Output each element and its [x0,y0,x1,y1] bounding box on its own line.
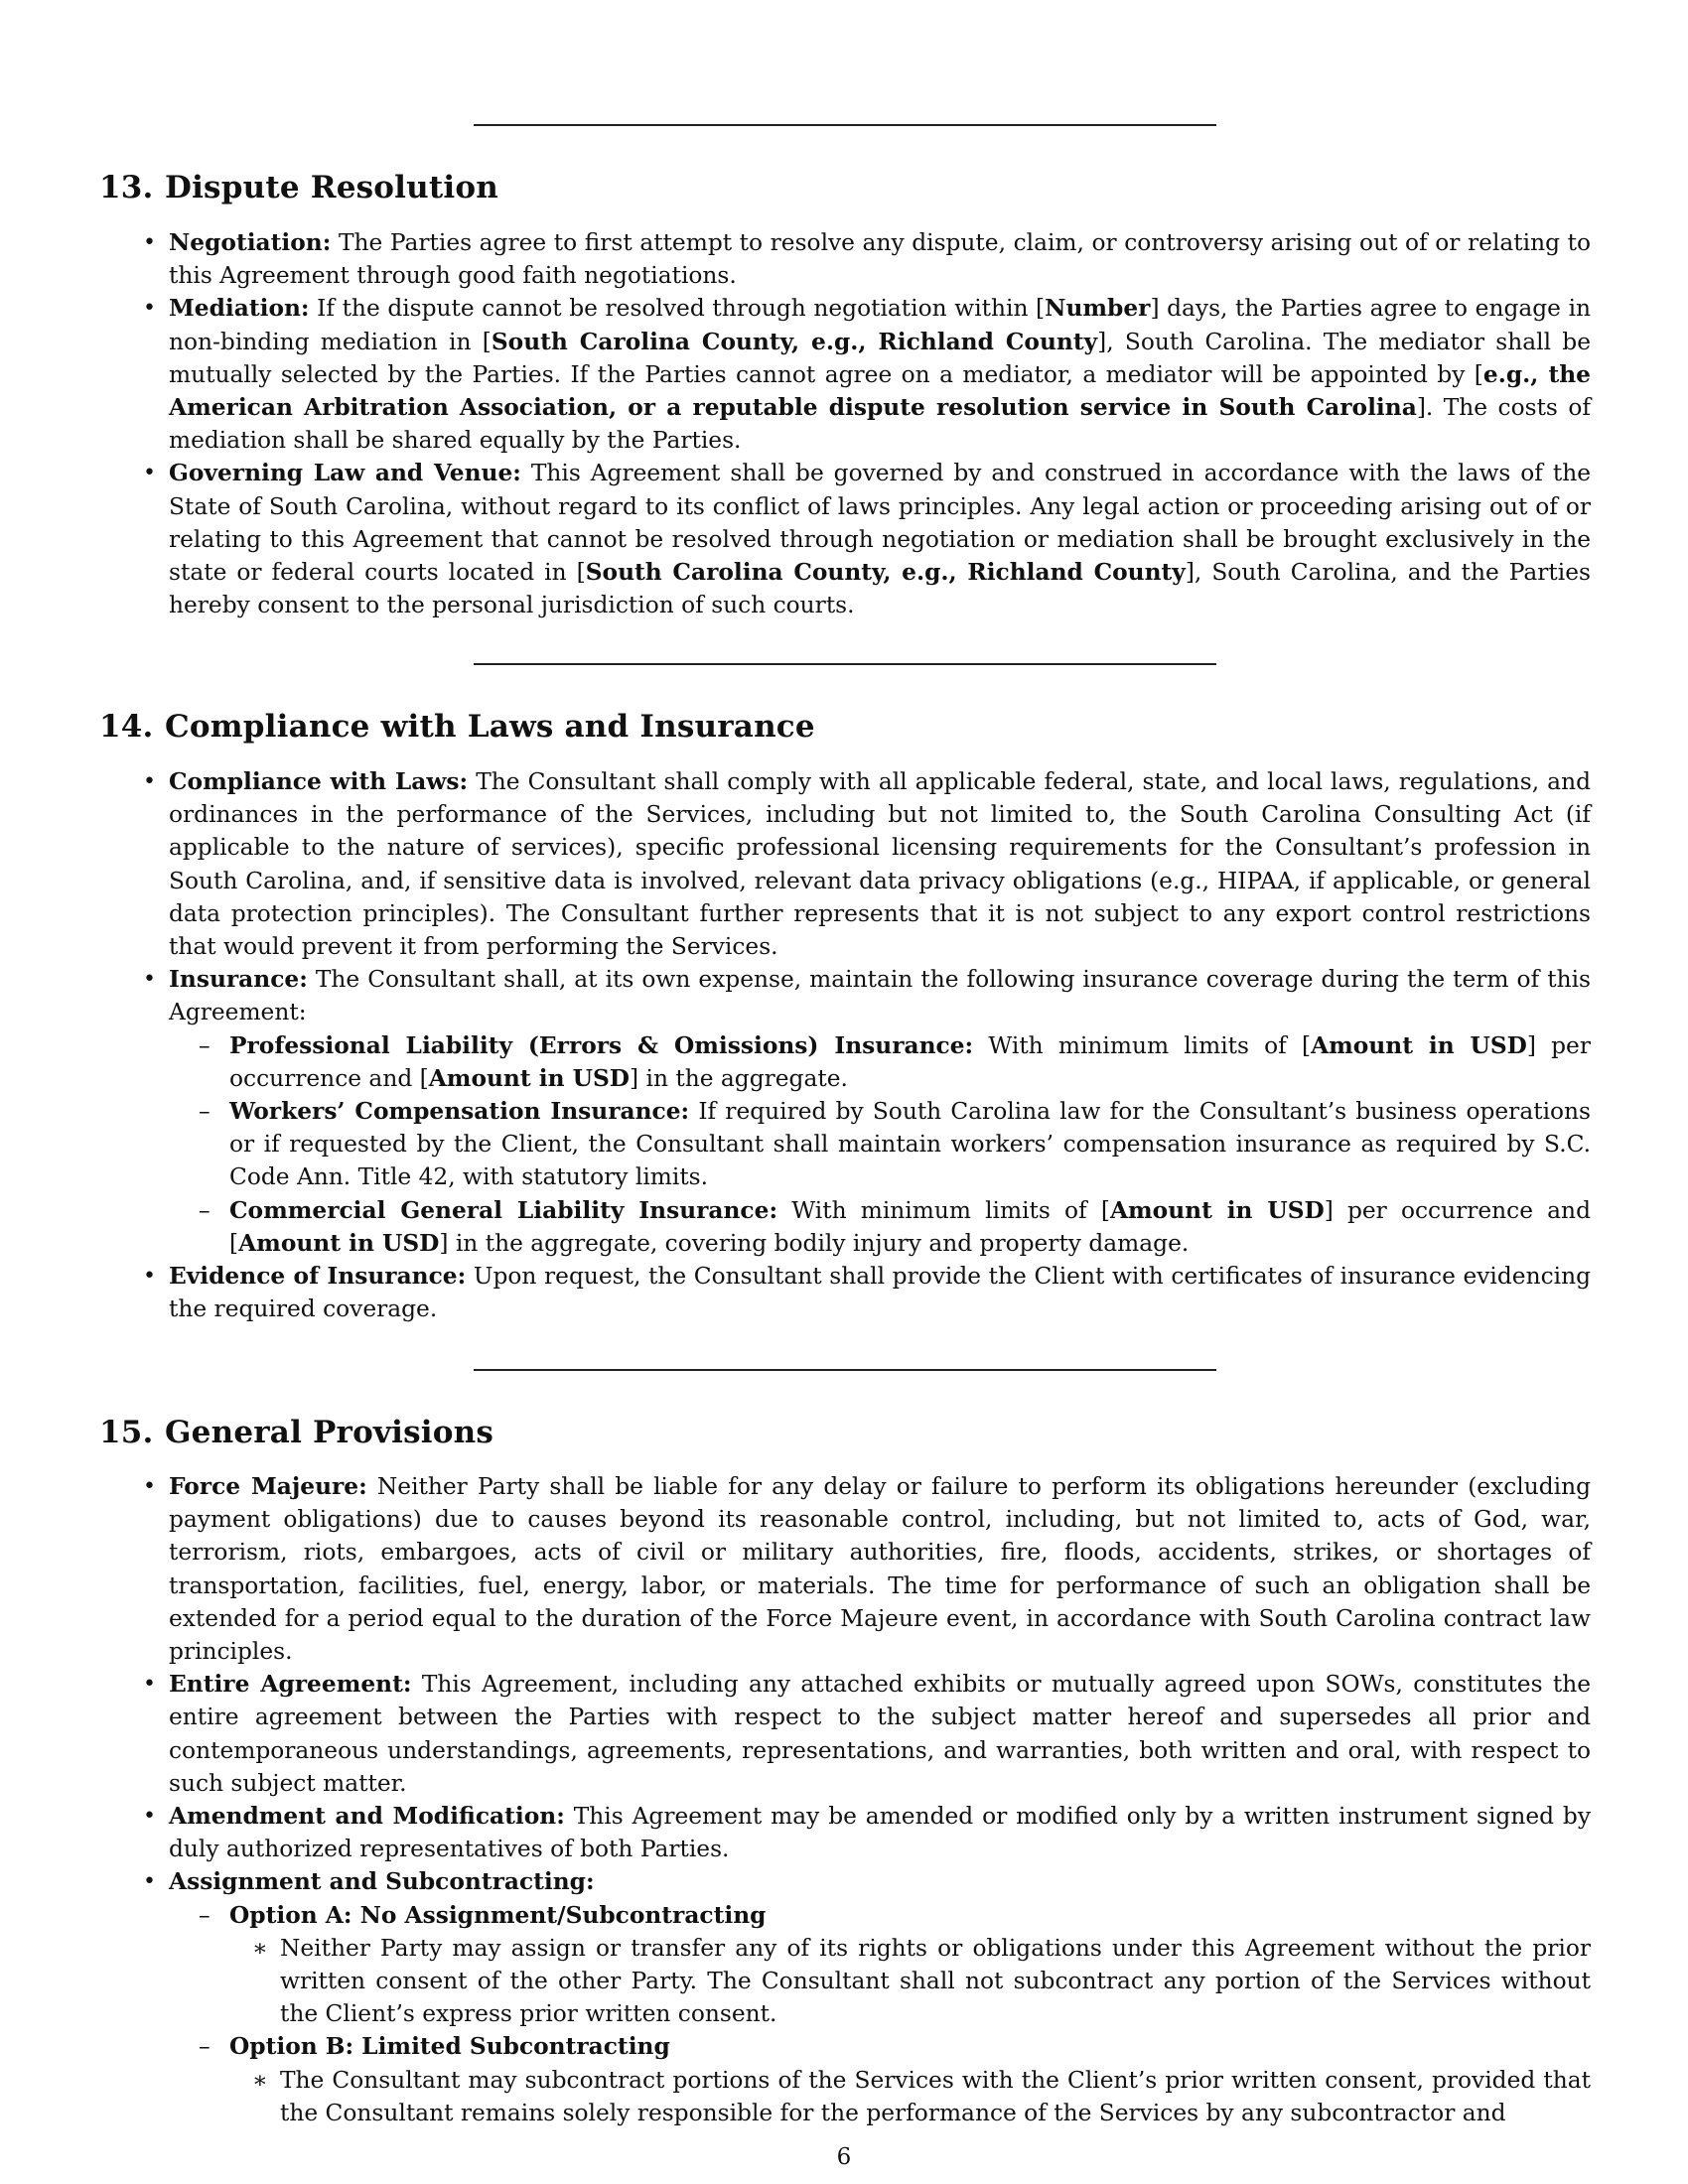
item-label: Governing Law and Venue: [169,460,521,487]
sublist-item-professional-liability [229,1029,1591,1095]
section-number: 15. [99,1415,154,1450]
item-text: This Agreement shall be governed by and construed in accordance with the laws of the State of South Carolina, without regard to its conflict of laws principles. Any legal action or proceeding arising out of or relating to this Agreement that cannot be resolved through negotiation or mediation shall be brought exclusively in the state or federal courts located in [ [169,460,1592,587]
placeholder-number: Number [1045,295,1151,323]
item-text: ] per occurrence and [ [229,1196,1591,1257]
item-text: ] in the aggregate, covering bodily injury and property damage. [439,1229,1190,1257]
option-a-detail [229,1932,1591,2031]
item-text: ] per occurrence and [ [229,1031,1591,1092]
sublist-item-general-liability [229,1194,1591,1260]
item-text: Upon request, the Consultant shall provide the Client with certificates of insurance evidencing the required coverage. [169,1263,1591,1323]
item-text: The Consultant shall comply with all applicable federal, state, and local laws, regulations, and ordinances in the performance of the Services, including but not limited to, the South Carolina Consulting Act (if applicable to the nature of services), specific professional licensing requirements for the Consultant’s profession in South Carolina, and, if sensitive data is involved, relevant data privacy obligations (e.g., HIPAA, if applicable, or general data protection principles). The Consultant further represents that it is not subject to any export control restrictions that would prevent it from performing the Services. [169,768,1591,961]
item-text: The Parties agree to first attempt to resolve any dispute, claim, or controversy arising out of or relating to this Agreement through good faith negotiations. [169,229,1591,290]
list-item-negotiation [169,226,1591,292]
placeholder-amount: Amount in USD [238,1229,440,1257]
list-item-compliance [169,765,1591,963]
item-text: ]. The costs of mediation shall be shared equally by the Parties. [169,394,1591,455]
item-label: Amendment and Modification: [169,1803,565,1831]
list-item-evidence-of-insurance [169,1260,1591,1325]
list-item-governing-law [169,457,1591,621]
placeholder-amount: Amount in USD [1311,1031,1527,1059]
section-heading-14 [99,709,815,745]
item-label: Assignment and Subcontracting: [169,1868,595,1896]
option-b-detail [229,2064,1591,2129]
placeholder-county: South Carolina County, e.g., Richland County [491,328,1098,355]
section-divider [474,663,1216,665]
item-text: The Consultant shall, at its own expense, maintain the following insurance coverage during the term of this Agreement: [169,966,1591,1026]
item-text: If the dispute cannot be resolved through negotiation within [ [317,295,1046,323]
item-label: Evidence of Insurance: [169,1263,467,1291]
option-label: Option A: No Assignment/Subcontracting [229,1901,767,1929]
item-label: Entire Agreement: [169,1671,412,1699]
placeholder-amount: Amount in USD [428,1064,630,1092]
section-number: 13. [99,170,154,205]
item-label: Mediation: [169,295,310,323]
list-item-force-majeure [169,1470,1591,1668]
item-label: Insurance: [169,966,308,994]
option-a [229,1899,1591,2031]
item-label: Professional Liability (Errors & Omissions) Insurance: [229,1031,974,1059]
option-text: ∗ Neither Party may assign or transfer any of its rights or obligations under this Agreement without the prior written consent of the other Party. The Consultant shall not subcontract any portion of the Services without the Client’s express prior written consent. [280,1932,1591,2031]
item-text: With minimum limits of [ [988,1031,1312,1059]
item-text: ], South Carolina, and the Parties hereby consent to the personal jurisdiction of such courts. [169,559,1591,619]
assignment-options [169,1899,1591,2129]
item-label: Workers’ Compensation Insurance: [229,1098,690,1126]
item-text: This Agreement may be amended or modified only by a written instrument signed by duly authorized representatives of both Parties. [169,1803,1592,1863]
item-text: ] days, the Parties agree to engage in non-binding mediation in [ [169,295,1592,355]
placeholder-county: South Carolina County, e.g., Richland County [585,559,1186,587]
section-15-list [0,1470,1688,2129]
section-heading-15 [99,1415,493,1450]
item-label: Compliance with Laws: [169,768,469,795]
section-13-list [0,226,1688,621]
item-text: If required by South Carolina law for the Consultant’s business operations or if requested by the Client, the Consultant shall maintain workers’ compensation insurance as required by S.C. Code Ann. Title 42, with statutory limits. [229,1098,1592,1191]
option-b [229,2030,1591,2129]
item-text: With minimum limits of [ [791,1196,1110,1224]
section-heading-13 [99,170,498,205]
section-divider [474,124,1216,126]
list-item-assignment [169,1865,1591,2129]
item-text: ], South Carolina. The mediator shall be mutually selected by the Parties. If the Parties cannot agree on a mediator, a mediator will be appointed by [ [169,328,1591,388]
option-label: Option B: Limited Subcontracting [229,2033,670,2061]
item-text: Neither Party shall be liable for any delay or failure to perform its obligations hereunder (excluding payment obligations) due to causes beyond its reasonable control, including, but not limited to, acts of God, war, terrorism, riots, embargoes, acts of civil or military authorities, fire, floods, accidents, strikes, or shortages of transportation, facilities, fuel, energy, labor, or materials. The time for performance of such an obligation shall be extended for a period equal to the duration of the Force Majeure event, in accordance with South Carolina contract law principles. [169,1473,1592,1666]
section-title: Compliance with Laws and Insurance [165,709,815,745]
section-divider [474,1369,1216,1371]
item-label: Force Majeure: [169,1473,367,1500]
section-title: Dispute Resolution [165,170,499,205]
item-label: Negotiation: [169,229,332,256]
item-text: ] in the aggregate. [630,1064,848,1092]
sublist-item-workers-comp [229,1095,1591,1194]
section-title: General Provisions [165,1415,494,1450]
section-number: 14. [99,709,154,745]
item-label: Commercial General Liability Insurance: [229,1196,778,1224]
list-item-insurance [169,963,1591,1260]
page-number: 6 [836,2144,852,2170]
list-item-mediation [169,292,1591,457]
placeholder-amount: Amount in USD [1109,1196,1325,1224]
option-text: ∗ The Consultant may subcontract portions of the Services with the Client’s prior written consent, provided that the Consultant remains solely responsible for the performance of the Services by any subcontractor and [280,2064,1591,2129]
section-14-list [0,765,1688,1325]
placeholder-mediator: e.g., the American Arbitration Association, or a reputable dispute resolution service in South Carolina [169,360,1591,422]
list-item-amendment [169,1800,1591,1865]
list-item-entire-agreement [169,1668,1591,1800]
insurance-sublist [169,1029,1591,1260]
item-text: This Agreement, including any attached exhibits or mutually agreed upon SOWs, constitutes the entire agreement between the Parties with respect to the subject matter hereof and supersedes all prior and contemporaneous understandings, agreements, representations, and warranties, both written and oral, with respect to such subject matter. [169,1671,1592,1797]
